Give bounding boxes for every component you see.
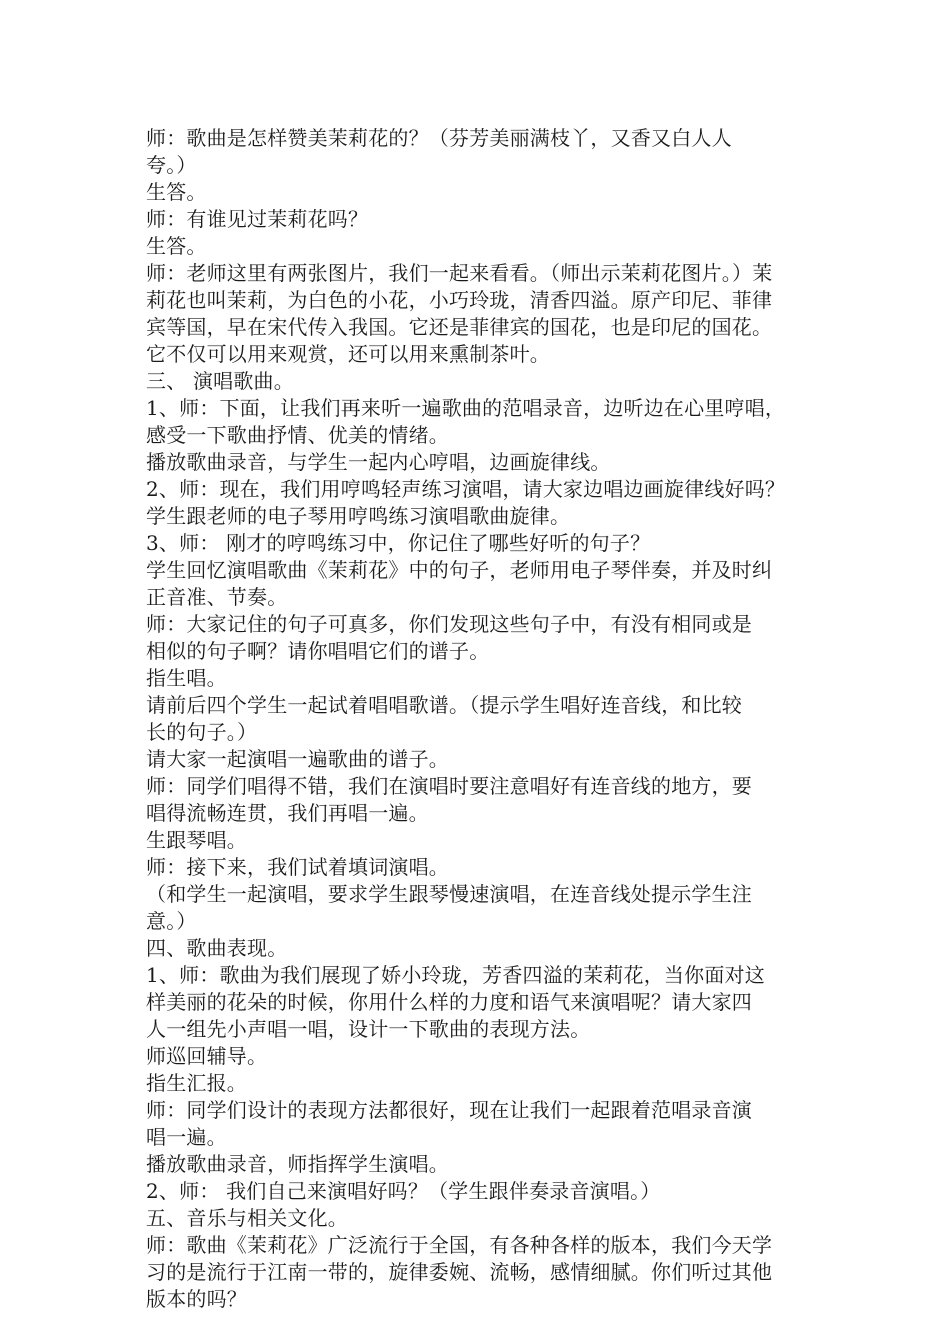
text-line: 学生回忆演唱歌曲《茉莉花》中的句子，老师用电子琴伴奏，并及时纠 [146, 558, 773, 582]
text-line: 师：有谁见过茉莉花吗？ [146, 207, 369, 231]
text-line: 请前后四个学生一起试着唱唱歌谱。（提示学生唱好连音线，和比较 [146, 693, 742, 717]
text-line: 相似的句子啊？请你唱唱它们的谱子。 [146, 639, 490, 663]
text-line: 师：老师这里有两张图片，我们一起来看看。（师出示茉莉花图片。）茉 [146, 261, 773, 285]
document-page [146, 125, 814, 1313]
text-line: 3、师： 刚才的哼鸣练习中，你记住了哪些好听的句子？ [146, 531, 651, 555]
text-line: （和学生一起演唱，要求学生跟琴慢速演唱，在连音线处提示学生注 [146, 882, 752, 906]
text-line: 师：接下来，我们试着填词演唱。 [146, 855, 449, 879]
text-line: 播放歌曲录音，师指挥学生演唱。 [146, 1152, 449, 1176]
text-line: 学生跟老师的电子琴用哼鸣练习演唱歌曲旋律。 [146, 504, 571, 528]
text-line: 长的句子。） [146, 720, 258, 744]
text-line: 唱得流畅连贯，我们再唱一遍。 [146, 801, 429, 825]
text-line: 版本的吗？ [146, 1287, 247, 1311]
text-line: 生答。 [146, 180, 207, 204]
text-line: 五、音乐与相关文化。 [146, 1206, 348, 1230]
text-line: 它不仅可以用来观赏，还可以用来熏制茶叶。 [146, 342, 550, 366]
text-line: 师：歌曲《茉莉花》广泛流行于全国，有各种各样的版本，我们今天学 [146, 1233, 773, 1257]
text-line: 宾等国，早在宋代传入我国。它还是菲律宾的国花，也是印尼的国花。 [146, 315, 773, 339]
text-line: 师：大家记住的句子可真多，你们发现这些句子中，有没有相同或是 [146, 612, 752, 636]
text-line: 指生汇报。 [146, 1071, 247, 1095]
text-line: 师：同学们设计的表现方法都很好，现在让我们一起跟着范唱录音演 [146, 1098, 752, 1122]
text-line: 师：同学们唱得不错，我们在演唱时要注意唱好有连音线的地方，要 [146, 774, 752, 798]
text-line: 人一组先小声唱一唱，设计一下歌曲的表现方法。 [146, 1017, 591, 1041]
text-line: 师巡回辅导。 [146, 1044, 268, 1068]
text-line: 指生唱。 [146, 666, 227, 690]
text-line: 感受一下歌曲抒情、优美的情绪。 [146, 423, 449, 447]
text-line: 请大家一起演唱一遍歌曲的谱子。 [146, 747, 449, 771]
text-line: 2、师： 我们自己来演唱好吗？（学生跟伴奏录音演唱。） [146, 1179, 661, 1203]
text-line: 师：歌曲是怎样赞美茉莉花的？（芬芳美丽满枝丫，又香又白人人 [146, 126, 732, 150]
text-line: 样美丽的花朵的时候，你用什么样的力度和语气来演唱呢？请大家四 [146, 990, 752, 1014]
text-line: 意。） [146, 909, 197, 933]
text-line: 2、师：现在，我们用哼鸣轻声练习演唱，请大家边唱边画旋律线好吗？ [146, 477, 786, 501]
text-line: 播放歌曲录音，与学生一起内心哼唱，边画旋律线。 [146, 450, 611, 474]
text-line: 正音准、节奏。 [146, 585, 288, 609]
text-line: 唱一遍。 [146, 1125, 227, 1149]
text-line: 生答。 [146, 234, 207, 258]
text-line: 习的是流行于江南一带的，旋律委婉、流畅，感情细腻。你们听过其他 [146, 1260, 773, 1284]
text-line: 三、 演唱歌曲。 [146, 369, 294, 393]
text-line: 莉花也叫茉莉，为白色的小花，小巧玲珑，清香四溢。原产印尼、菲律 [146, 288, 773, 312]
text-line: 1、师：下面，让我们再来听一遍歌曲的范唱录音，边听边在心里哼唱， [146, 396, 786, 420]
text-line: 1、师：歌曲为我们展现了娇小玲珑，芳香四溢的茉莉花，当你面对这 [146, 963, 765, 987]
text-line: 生跟琴唱。 [146, 828, 247, 852]
text-line: 夸。） [146, 153, 197, 177]
text-line: 四、歌曲表现。 [146, 936, 288, 960]
